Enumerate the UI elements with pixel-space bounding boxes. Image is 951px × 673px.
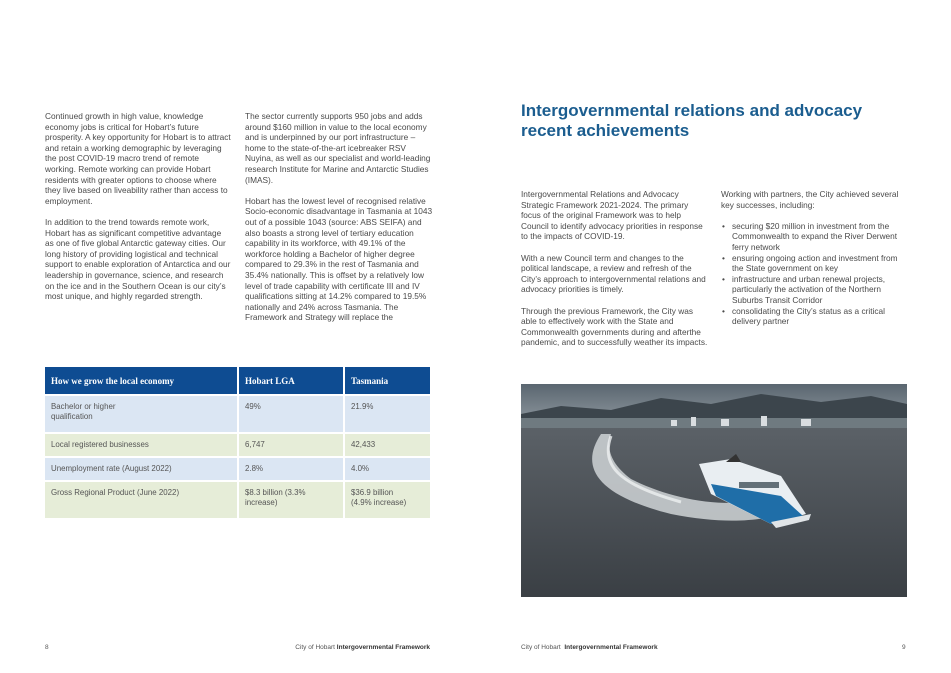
column-header: Tasmania [344, 367, 430, 395]
paragraph: With a new Council term and changes to the political landscape, a review and refresh of the City’s approach to intergovernmental relations and advocacy priorities is timely. [521, 252, 706, 295]
table-cell: $36.9 billion (4.9% increase) [344, 481, 430, 518]
ferry-photo [521, 384, 907, 597]
table-cell: Unemployment rate (August 2022) [45, 457, 238, 481]
achievements-list [721, 221, 907, 327]
table-row [45, 433, 430, 457]
table-cell: 6,747 [238, 433, 344, 457]
list-item: • consolidating the City’s status as a critical delivery partner [721, 306, 907, 327]
table-cell: Gross Regional Product (June 2022) [45, 481, 238, 518]
column-header: Hobart LGA [238, 367, 344, 395]
list-item: • ensuring ongoing action and investment from the State government on key [721, 253, 907, 274]
paragraph: Working with partners, the City achieved several key successes, including: [721, 189, 899, 210]
right-column-2 [721, 189, 907, 327]
paragraph: Through the previous Framework, the City was able to effectively work with the State and Commonwealth governments during and afterthe pandemic, and to successfully weather its impacts. [521, 305, 708, 348]
table-cell: Bachelor or higher qualification [45, 395, 238, 433]
table-cell: Local registered businesses [45, 433, 238, 457]
paragraph: Hobart has the lowest level of recognised relative Socio-economic disadvantage in Tasmania at 1043 out of a possible 1043 (source: ABS SEIFA) and also boasts a strong level of tertiary education capability in its workforce, with 49.1% of the workforce holding a Bachelor of higher degree compared to 29.3% in the rest of Tasmania and 35.4% nationally. This is offset by a relatively low level of trade capability with certificate III and IV qualifications sitting at 14.2% compared to 19.5% nationally and 24% across Tasmania. The Framework and Strategy will replace the [245, 195, 433, 323]
table-cell: 4.0% [344, 457, 430, 481]
page-number: 8 [45, 644, 49, 651]
paragraph: The sector currently supports 950 jobs and adds around $160 million in value to the local economy and is underpinned by our port infrastructure – home to the state-of-the-art icebreaker RSV Nuyina, as well as our specialist and world-leading research Institute for Marine and Antarctic Studies (IMAS). [245, 111, 431, 185]
left-column-1 [45, 111, 231, 312]
list-item: • securing $20 million in investment from the Commonwealth to expand the River Derwent ferry network [721, 221, 907, 253]
table-row [45, 395, 430, 433]
page-number: 9 [902, 644, 906, 651]
paragraph: Continued growth in high value, knowledge economy jobs is critical for Hobart’s future prosperity. A key opportunity for Hobart is to attract and retain a working demographic by leveraging the post COVID-19 macro trend of remote working. Remote working can provide Hobart residents with greater options to choose where they live based on liveability rather than access to employment. [45, 111, 231, 206]
page-heading: Intergovernmental relations and advocacy recent achievements [521, 101, 863, 140]
table-cell: 49% [238, 395, 344, 433]
column-header: How we grow the local economy [45, 367, 238, 395]
table-cell: 42,433 [344, 433, 430, 457]
table-cell: $8.3 billion (3.3% increase) [238, 481, 344, 518]
table-cell: 2.8% [238, 457, 344, 481]
economy-table [45, 367, 430, 518]
table-row [45, 481, 430, 518]
table-cell: 21.9% [344, 395, 430, 433]
list-item: • infrastructure and urban renewal projects, particularly the activation of the Northern Suburbs Transit Corridor [721, 274, 907, 306]
paragraph: Intergovernmental Relations and Advocacy Strategic Framework 2021-2024. The primary focus of the original Framework was to help Council to identify advocacy priorities in response to the impacts of COVID-19. [521, 189, 703, 242]
paragraph: In addition to the trend towards remote work, Hobart has as significant competitive advantage as one of five global Antarctic gateway cities. Our long history of providing logistical and technical support to enable exploration of Antarctica and our leadership in governance, science, and research on the ice and in the Southern Ocean is our city’s most unique, and highly regarded strength. [45, 216, 231, 302]
table-row [45, 457, 430, 481]
left-column-2 [245, 111, 435, 343]
right-column-1 [521, 189, 709, 359]
footer-title: City of Hobart Intergovernmental Framework [521, 644, 658, 651]
footer-title: City of Hobart Intergovernmental Framework [295, 644, 430, 651]
table-header-row [45, 367, 430, 395]
